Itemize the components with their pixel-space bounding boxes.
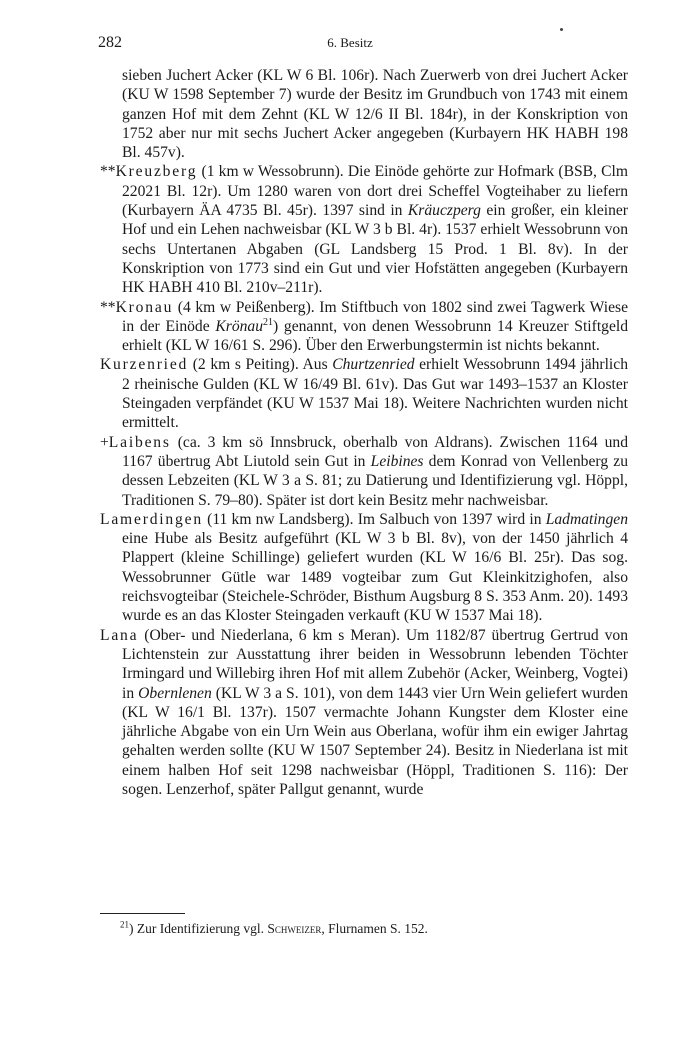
- entry-place-name: Kreuzberg: [115, 163, 198, 181]
- entry-historic-name: Kräuczperg: [407, 202, 481, 220]
- entry-kronau: [100, 298, 628, 356]
- entry-kreuzberg: [100, 162, 628, 297]
- entry-continuation: [100, 66, 628, 162]
- entry-text: (ca. 3 km sö Innsbruck, oberhalb von Aldrans). Zwischen 1164 und 1167 übertrug Abt Liutold sein Gut in: [122, 433, 628, 470]
- entry-place-name: Lana: [100, 626, 139, 644]
- entry-laibens: [100, 433, 628, 510]
- entry-text-2: ein großer, ein kleiner Hof und ein Lehen nachweisbar (KL W 3 b Bl. 4r). 1537 erhielt Wessobrunn von sechs Untertanen Abgaben (GL Landsberg 15 Prod. 1 Bl. 8v). In der Konskription von 1773 sind ein Gut und vier Hofstätten angegeben (Kurbayern HK HABH 410 Bl. 210v–211r).: [122, 202, 628, 297]
- stray-mark: [560, 28, 563, 31]
- entry-place-name: Laibens: [108, 433, 171, 451]
- footnote-text-end: , Flurnamen S. 152.: [321, 921, 428, 936]
- footnote-divider: [100, 913, 185, 914]
- footnote-21: [120, 920, 620, 938]
- entry-text-2: (KL W 3 a S. 101), von dem 1443 vier Urn Wein geliefert wurden (KL W 16/1 Bl. 137r). 1507 vermachte Johann Kungster dem Kloster eine jährliche Abgabe von ein Urn Wein aus Oberlana, wofür ihm ein ewiger Jahrtag gehalten werden sollte (KU W 1507 September 24). Besitz in Niederlana ist mit einem halben Hof seit 1298 nachweisbar (Höppl, Traditionen S. 116): Der sogen. Lenzerhof, später Pallgut genannt, wurde: [122, 684, 628, 798]
- entry-text: sieben Juchert Acker (KL W 6 Bl. 106r). Nach Zuerwerb von drei Juchert Acker (KU W 1598 September 7) wurde der Besitz im Grundbuch von 1743 mit einem ganzen Hof mit dem Zehnt (KL W 12/6 II Bl. 184r), in der Konskription von 1752 aber nur mit sechs Juchert Acker angegeben (Kurbayern HK HABH 198 Bl. 457v).: [122, 67, 628, 162]
- entry-historic-name: Obernlenen: [138, 684, 212, 702]
- entry-lana: [100, 626, 628, 800]
- entry-text: (Ober- und Niederlana, 6 km s Meran). Um 1182/87 übertrug Gertrud von Lichtenstein zur Ausstattung ihrer beiden in Wessobrunn lebenden Töchter Irmingard und Willebirg ihren Hof mit allem Zubehör (Acker, Weinberg, Vogtei) in: [122, 626, 628, 702]
- entry-text: (4 km w Peißenberg). Im Stiftbuch von 1802 sind zwei Tagwerk Wiese in der Einöde: [122, 298, 628, 335]
- entry-text-2: dem Konrad von Vellenberg zu dessen Lebzeiten (KL W 3 a S. 81; zu Datierung und Identifizierung vgl. Höppl, Traditionen S. 79–80). Später ist dort kein Besitz mehr nachweisbar.: [122, 452, 628, 509]
- footnote-author: Schweizer: [267, 921, 322, 936]
- entry-place-name: Kronau: [115, 298, 174, 316]
- footnote-reference[interactable]: 21: [263, 316, 274, 328]
- entry-text: (2 km s Peiting). Aus: [188, 356, 333, 374]
- entry-text-2: erhielt Wessobrunn 1494 jährlich 2 rheinische Gulden (KL W 16/49 Bl. 61v). Das Gut war 1493–1537 an Kloster Steingaden verpfändet (KU W 1537 Mai 18). Weitere Nachrichten wurden nicht ermittelt.: [122, 356, 628, 432]
- entry-historic-name: Ladmatingen: [545, 510, 628, 528]
- entry-prefix: +: [100, 433, 109, 451]
- entry-historic-name: Krönau: [215, 317, 264, 335]
- entry-lamerdingen: [100, 510, 628, 626]
- entry-historic-name: Leibines: [370, 452, 424, 470]
- footnote-text: ) Zur Identifizierung vgl.: [129, 921, 268, 936]
- entry-text-2: ) genannt, von denen Wessobrunn 14 Kreuzer Stiftgeld erhielt (KL W 16/61 S. 296). Über den Erwerbungstermin ist nichts bekannt.: [122, 317, 628, 355]
- page-number: 282: [98, 34, 122, 51]
- entry-text: (11 km nw Landsberg). Im Salbuch von 1397 wird in: [202, 510, 546, 528]
- entry-historic-name: Churtzenried: [332, 356, 415, 374]
- entry-text-2: eine Hube als Besitz aufgeführt (KL W 3 b Bl. 8v), von der 1450 jährlich 4 Plappert (kleine Schillinge) geliefert wurden (KL W 16/6 Bl. 25r). Das sog. Wessobrunner Gütle war 1489 vogteibar zum Gut Kleinkitzighofen, also reichsvogteibar (Steichele-Schröder, Bisthum Augsburg 8 S. 353 Anm. 20). 1493 wurde es an das Kloster Steingaden verkauft (KU W 1537 Mai 18).: [122, 530, 628, 625]
- body-text: [100, 66, 628, 799]
- entry-kurzenried: [100, 355, 628, 432]
- running-head: 6. Besitz: [327, 35, 373, 50]
- entry-place-name: Kurzenried: [100, 356, 189, 374]
- entry-place-name: Lamerdingen: [100, 510, 203, 528]
- entry-prefix: **: [100, 163, 116, 181]
- entry-text: (1 km w Wessobrunn). Die Einöde gehörte zur Hofmark (BSB, Clm 22021 Bl. 12r). Um 1280 waren von dort drei Scheffel Vogteihaber zu liefern (Kurbayern ÄA 4735 Bl. 45r). 1397 sind in: [122, 163, 628, 220]
- footnote-mark: 21: [120, 919, 129, 930]
- entry-prefix: **: [100, 298, 116, 316]
